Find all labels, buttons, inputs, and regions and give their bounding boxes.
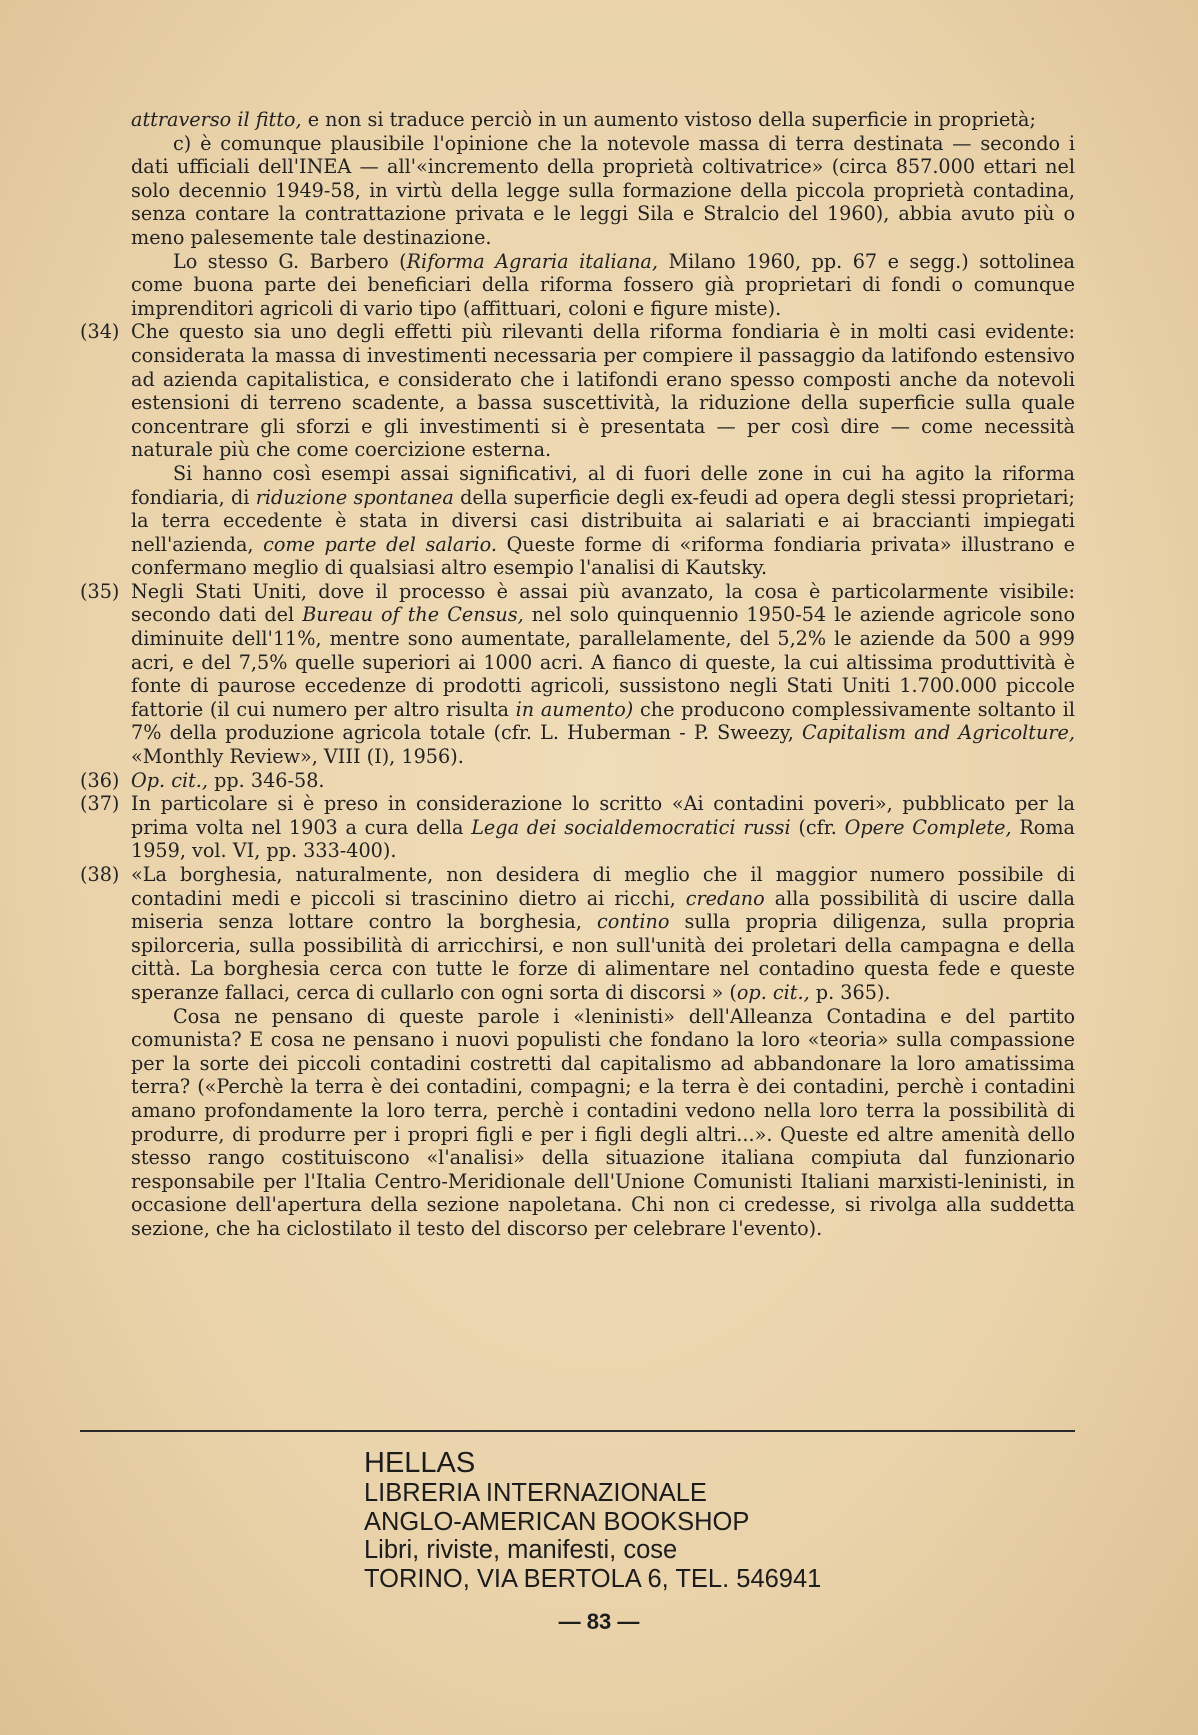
footnote-paragraph: Cosa ne pensano di queste parole i «leninisti» dell'Alleanza Contadina e del partito comunista? E cosa ne pensano i nuovi populisti che fondano la loro «teoria» sulla compassione per la sorte dei piccoli contadini costretti dal capitalismo ad abbandonare la loro amatissima terra? («Perchè la terra è dei contadini, compagni; e la terra è dei contadini, perchè i contadini amano profondamente la loro terra, perchè i contadini vedono nella loro terra la possibilità di produrre, di produrre per i propri figli e per i figli degli altri...». Queste ed altre amenità dello stesso rango costituiscono «l'analisi» della situazione italiana compiuta dal funzionario responsabile per l'Italia Centro-Meridionale dell'Unione Comunisti Italiani marxisti-leninisti, in occasione dell'apertura della sezione napoletana. Chi non ci credesse, si rivolga alla suddetta sezione, che ha ciclostilato il testo del discorso per celebrare l'evento). (131, 1004, 1075, 1240)
ad-line: ANGLO-AMERICAN BOOKSHOP (364, 1507, 750, 1536)
footnote-number: (38) (80, 863, 120, 886)
footnote-37 (80, 792, 1075, 863)
footnote-text: Negli Stati Uniti, dove il processo è assai più avanzato, la cosa è particolarmente visibile: secondo dati del Bureau of the Census, nel solo quinquennio 1950-54 le aziende agricole sono diminuite dell'11%, mentre sono aumentate, parallelamente, del 5,2% le aziende da 500 a 999 acri, e del 7,5% quelle superiori ai 1000 acri. A fianco di queste, la cui altissima produttività è fonte di paurose eccedenze di prodotti agricoli, sussistono negli Stati Uniti 1.700.000 piccole fattorie (il cui numero per altro risulta in aumento) che producono complessivamente soltanto il 7% della produzione agricola totale (cfr. L. Huberman - P. Sweezy, Capitalism and Agricolture, «Monthly Review», VIII (I), 1956). (131, 579, 1075, 769)
italic-text: Riforma Agraria italiana, (406, 249, 658, 273)
italic-text: Bureau of the Census, (302, 603, 524, 627)
italic-text: riduzione spontanea (255, 485, 454, 509)
italic-text: Opere Complete, (844, 815, 1012, 839)
footnote-number: (37) (80, 792, 120, 816)
footnote-34 (80, 320, 1075, 580)
italic-text: credano (685, 886, 765, 910)
italic-text: Op. cit., (131, 768, 209, 792)
footnote-36 (80, 769, 1075, 793)
footnote-35 (80, 580, 1075, 769)
horizontal-divider (80, 1430, 1075, 1432)
bookshop-advertisement (364, 1448, 821, 1593)
italic-text: come parte del salario. (263, 532, 497, 556)
italic-text: Lega dei socialdemocratici russi (471, 815, 791, 839)
footnote-text: Op. cit., pp. 346-58. (131, 768, 325, 792)
ad-name: HELLAS (364, 1447, 476, 1479)
footnote-text: In particolare si è preso in considerazione lo scritto «Ai contadini poveri», pubblicato per la prima volta nel 1903 a cura della Lega dei socialdemocratici russi (cfr. Opere Complete, Roma 1959, vol. VI, pp. 333-400). (131, 792, 1075, 863)
italic-text: Capitalism and Agricolture, (802, 721, 1075, 745)
footnote-text: Che questo sia uno degli effetti più rilevanti della riforma fondiaria è in molti casi evidente: considerata la massa di investimenti necessaria per compiere il passaggio da latifondo estensivo ad azienda capitalistica, e considerato che i latifondi erano spesso composti anche da notevoli estensioni di terreno scadente, a bassa suscettività, la riduzione della superficie sulla quale concentrare gli sforzi e gli investimenti si è presentata — per così dire — come necessità naturale più che come coercizione esterna. (131, 320, 1075, 462)
continued-paragraph (80, 108, 1075, 132)
barbero-paragraph: Lo stesso G. Barbero (Riforma Agraria italiana, Milano 1960, pp. 67 e segg.) sottolinea come buona parte dei beneficiari della riforma fossero già proprietari di fondi o comunque imprenditori agricoli di vario tipo (affittuari, coloni e figure miste). (131, 249, 1076, 320)
italic-text: in aumento) (515, 697, 634, 721)
text-run: e non si traduce perciò in un aumento vistoso della superficie in proprietà; (301, 108, 1036, 131)
point-c-paragraph: c) è comunque plausibile l'opinione che la notevole massa di terra destinata — secondo i dati ufficiali dell'INEA — all'«incremento della proprietà coltivatrice» (circa 857.000 ettari nel solo decennio 1949-58, in virtù della legge sulla formazione della piccola proprietà contadina, senza contare la contrattazione privata e le leggi Sila e Stralcio del 1960), abbia avuto più o meno palesemente tale destinazione. (131, 131, 1075, 249)
footnote-38 (80, 863, 1075, 1241)
italic-text: op. cit., (736, 980, 810, 1004)
footnote-number: (35) (80, 579, 120, 603)
page-number: — 83 — (558, 1609, 640, 1634)
footnotes-body (80, 108, 1075, 1241)
ad-line: LIBRERIA INTERNAZIONALE (364, 1479, 707, 1507)
footnote-number: (34) (80, 320, 120, 344)
footnote-number: (36) (80, 768, 120, 792)
footnote-text: «La borghesia, naturalmente, non desidera di meglio che il maggior numero possibile di contadini medi e piccoli si trascinino dietro ai ricchi, credano alla possibilità di uscire dalla miseria senza lottare contro la borghesia, contino sulla propria diligenza, sulla propria spilorceria, sulla possibilità di arricchirsi, e non sull'unità dei proletari della campagna e della città. La borghesia cerca con tutte le forze di alimentare nel contadino questa fede e queste speranze fallaci, cerca di cullarlo con ogni sorta di discorsi » (op. cit., p. 365). (131, 863, 1075, 1004)
italic-text: contino (597, 910, 670, 934)
ad-line: Libri, riviste, manifesti, cose (364, 1536, 678, 1564)
footnote-paragraph: Si hanno così esempi assai significativi, al di fuori delle zone in cui ha agito la riforma fondiaria, di riduzione spontanea della superficie degli ex-feudi ad opera degli stessi proprietari; la terra eccedente è stata in diversi casi distribuita ai salariati e ai braccianti impiegati nell'azienda, come parte del salario. Queste forme di «riforma fondiaria privata» illustrano e confermano meglio di qualsiasi altro esempio l'analisi di Kautsky. (131, 461, 1075, 580)
italic-text: attraverso il fitto, (131, 108, 302, 131)
ad-address: TORINO, VIA BERTOLA 6, TEL. 546941 (364, 1564, 822, 1593)
